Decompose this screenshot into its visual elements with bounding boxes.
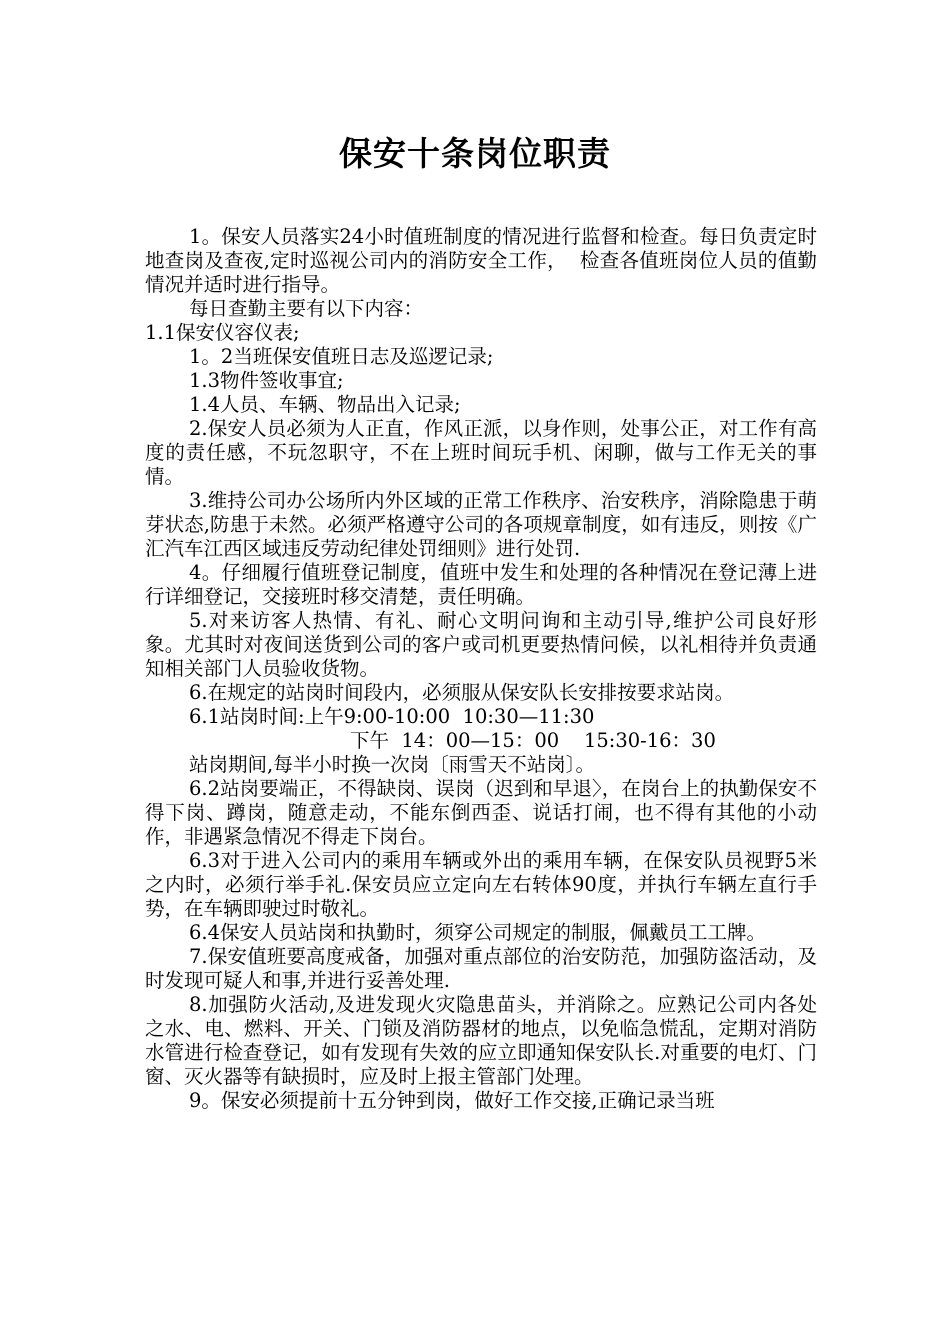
paragraph-6-2: 6.2站岗要端正，不得缺岗、误岗（迟到和早退〉，在岗台上的执勤保安不得下岗、蹲岗，随意走动，不能东倒西歪、说话打闹，也不得有其他的小动作，非遇紧急情况不得走下岗台。 — [145, 777, 817, 848]
paragraph-6-1-afternoon: 下午 14：00—15：00 15:30-16：30 — [350, 729, 716, 752]
paragraph-6-4: 6.4保安人员站岗和执勤时，须穿公司规定的制服，佩戴员工工牌。 — [189, 921, 767, 944]
paragraph-6-3: 6.3对于进入公司内的乘用车辆或外出的乘用车辆，在保安队员视野5米之内时，必须行举手礼.保安员应立定向左右转体90度，并执行车辆左直行手势，在车辆即驶过时敬礼。 — [145, 849, 817, 920]
paragraph-6-1-rotation: 站岗期间,每半小时换一次岗〔雨雪天不站岗〕。 — [189, 753, 595, 776]
paragraph-1-2: 1。2当班保安值班日志及巡逻记录; — [189, 345, 494, 368]
paragraph-2: 2.保安人员必须为人正直，作风正派，以身作则，处事公正，对工作有高度的责任感，不玩忽职守，不在上班时间玩手机、闲聊，做与工作无关的事情。 — [145, 417, 817, 488]
paragraph-5: 5.对来访客人热情、有礼、耐心文明问询和主动引导,维护公司良好形象。尤其时对夜间送货到公司的客户或司机更要热情问候，以礼相待并负责通知相关部门人员验收货物。 — [145, 609, 817, 680]
paragraph-1: 1。保安人员落实24小时值班制度的情况进行监督和检查。每日负责定时地查岗及查夜,定时巡视公司内的消防安全工作， 检查各值班岗位人员的值勤情况并适时进行指导。 — [145, 225, 817, 296]
paragraph-3: 3.维持公司办公场所内外区域的正常工作秩序、治安秩序，消除隐患于萌芽状态,防患于未然。必须严格遵守公司的各项规章制度，如有违反，则按《广汇汽车江西区域违反劳动纪律处罚细则》进行处罚. — [145, 489, 817, 560]
paragraph-7: 7.保安值班要高度戒备，加强对重点部位的治安防范，加强防盗活动，及时发现可疑人和事,并进行妥善处理. — [145, 945, 817, 992]
paragraph-6-1: 6.1站岗时间:上午9:00-10:00 10:30—11:30 — [189, 705, 595, 728]
paragraph-1-4: 1.4人员、车辆、物品出入记录; — [189, 393, 461, 416]
paragraph-4: 4。仔细履行值班登记制度，值班中发生和处理的各种情况在登记薄上进行详细登记，交接班时移交清楚，责任明确。 — [145, 561, 817, 608]
paragraph-6: 6.在规定的站岗时间段内，必须服从保安队长安排按要求站岗。 — [189, 681, 735, 704]
paragraph-8: 8.加强防火活动,及进发现火灾隐患苗头，并消除之。应熟记公司内各处之水、电、燃料、开关、门锁及消防器材的地点，以免临急慌乱，定期对消防水管进行检查登记，如有发现有失效的应立即通知保安队长.对重要的电灯、门窗、灭火器等有缺损时，应及时上报主管部门处理。 — [145, 993, 817, 1088]
paragraph-1-3: 1.3物件签收事宜; — [189, 369, 344, 392]
document-body — [145, 225, 817, 1113]
paragraph-9: 9。保安必须提前十五分钟到岗，做好工作交接,正确记录当班 — [189, 1089, 715, 1112]
paragraph-1-1: 1.1保安仪容仪表; — [145, 321, 300, 344]
document-title: 保安十条岗位职责 — [339, 134, 611, 173]
paragraph-inspection-intro: 每日查勤主要有以下内容： — [189, 297, 424, 320]
